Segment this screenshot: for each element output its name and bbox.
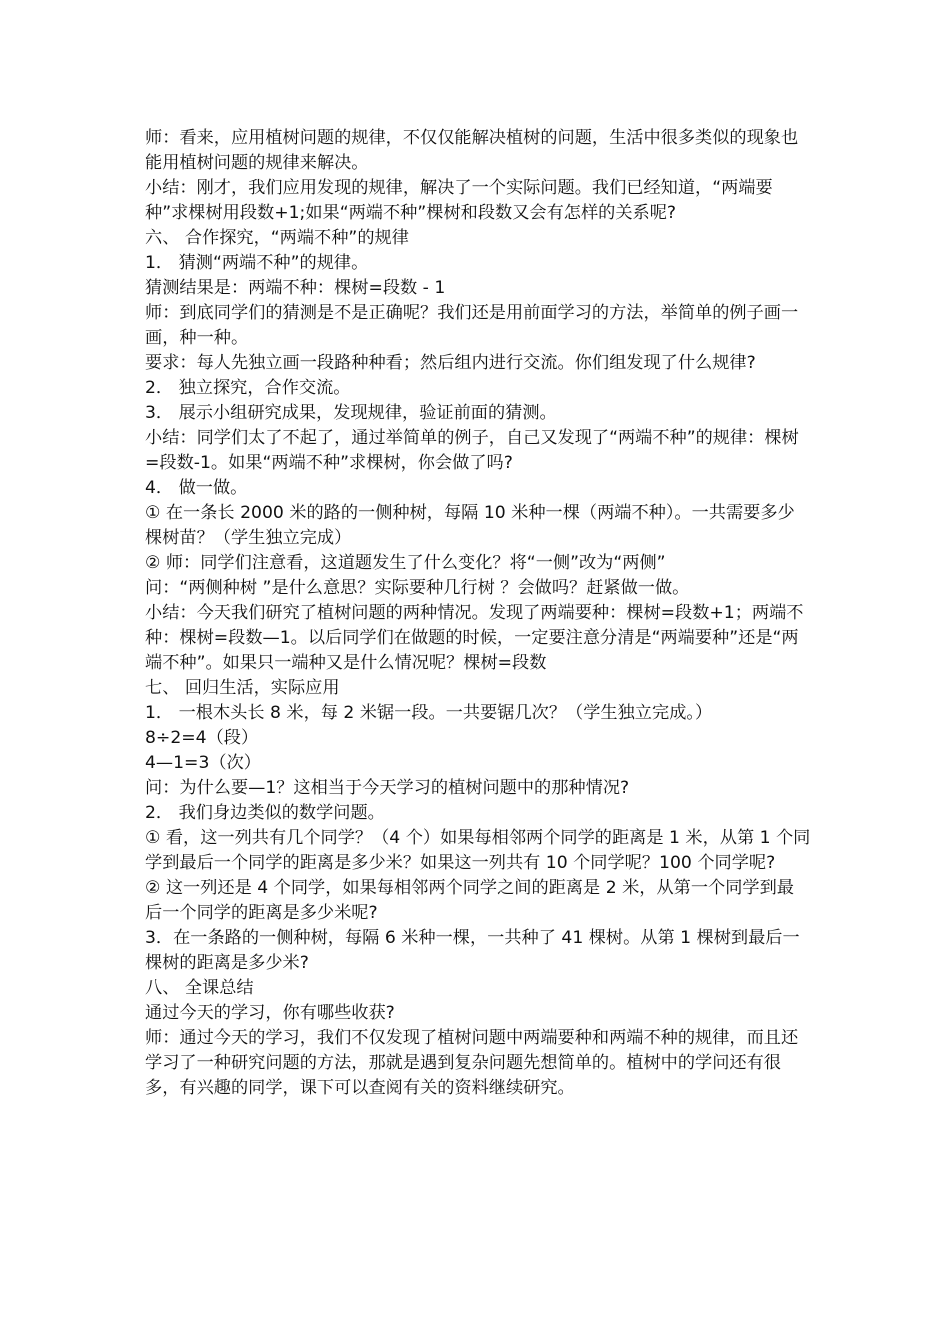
- problem-trees-41: 3．在一条路的一侧种树，每隔 6 米种一棵，一共种了 41 棵树。从第 1 棵树到最后一棵树的距离是多少米?: [145, 928, 800, 973]
- section-heading-7: 七、 回归生活，实际应用: [145, 678, 340, 698]
- paragraph-requirement: 要求：每人先独立画一段路种种看；然后组内进行交流。你们组发现了什么规律?: [145, 353, 756, 373]
- paragraph-summary-1: 小结：刚才，我们应用发现的规律，解决了一个实际问题。我们已经知道，“两端要种”求棵树用段数+1;如果“两端不种”棵树和段数又会有怎样的关系呢?: [145, 178, 773, 223]
- step-2-explore: 2． 独立探究，合作交流。: [145, 378, 351, 398]
- section-heading-6: 六、 合作探究，“两端不种”的规律: [145, 228, 409, 248]
- paragraph-teacher-intro: 师：看来，应用植树问题的规律，不仅仅能解决植树的问题，生活中很多类似的现象也能用植树问题的规律来解决。: [145, 128, 799, 173]
- step-3-present: 3． 展示小组研究成果，发现规律，验证前面的猜测。: [145, 403, 557, 423]
- document-body: [145, 126, 811, 1101]
- section-heading-8: 八、 全课总结: [145, 978, 254, 998]
- paragraph-teacher-question: 师：到底同学们的猜测是不是正确呢？我们还是用前面学习的方法，举简单的例子画一画，种一种。: [145, 303, 799, 348]
- calc-line-2: 4—1=3（次）: [145, 753, 261, 773]
- paragraph-summary-2: 小结：同学们太了不起了，通过举简单的例子，自己又发现了“两端不种”的规律：棵树=段数-1。如果“两端不种”求棵树，你会做了吗?: [145, 428, 799, 473]
- exercise-1: ① 在一条长 2000 米的路的一侧种树，每隔 10 米种一棵（两端不种）。一共需要多少棵树苗？（学生独立完成）: [145, 503, 795, 548]
- step-2-similar-problems: 2． 我们身边类似的数学问题。: [145, 803, 385, 823]
- paragraph-why-minus-one: 问：为什么要—1？这相当于今天学习的植树问题中的那种情况?: [145, 778, 630, 798]
- exercise-2: ② 师：同学们注意看，这道题发生了什么变化？将“一侧”改为“两侧”: [145, 553, 666, 573]
- problem-students-2: ② 这一列还是 4 个同学，如果每相邻两个同学之间的距离是 2 米，从第一个同学到最后一个同学的距离是多少米呢?: [145, 878, 794, 923]
- problem-wood: 1． 一根木头长 8 米，每 2 米锯一段。一共要锯几次？（学生独立完成。）: [145, 703, 713, 723]
- paragraph-question-two-sides: 问：“两侧种树 ”是什么意思？实际要种几行树 ？会做吗？赶紧做一做。: [145, 578, 690, 598]
- paragraph-gains-question: 通过今天的学习，你有哪些收获?: [145, 1003, 395, 1023]
- step-1-guess: 1． 猜测“两端不种”的规律。: [145, 253, 369, 273]
- step-4-practice: 4． 做一做。: [145, 478, 248, 498]
- calc-line-1: 8÷2=4（段）: [145, 728, 259, 748]
- paragraph-teacher-conclusion: 师：通过今天的学习，我们不仅发现了植树问题中两端要种和两端不种的规律，而且还学习了一种研究问题的方法，那就是遇到复杂问题先想简单的。植树中的学问还有很多，有兴趣的同学，课下可以查阅有关的资料继续研究。: [145, 1028, 799, 1098]
- paragraph-guess-result: 猜测结果是：两端不种：棵树=段数 - 1: [145, 278, 446, 298]
- problem-students-1: ① 看，这一列共有几个同学？（4 个）如果每相邻两个同学的距离是 1 米，从第 1 个同学到最后一个同学的距离是多少米？如果这一列共有 10 个同学呢？100 个同学呢?: [145, 828, 811, 873]
- paragraph-summary-3: 小结：今天我们研究了植树问题的两种情况。发现了两端要种：棵树=段数+1；两端不种：棵树=段数—1。以后同学们在做题的时候，一定要注意分清是“两端要种”还是“两端不种”。如果只一端种又是什么情况呢？棵树=段数: [145, 603, 804, 673]
